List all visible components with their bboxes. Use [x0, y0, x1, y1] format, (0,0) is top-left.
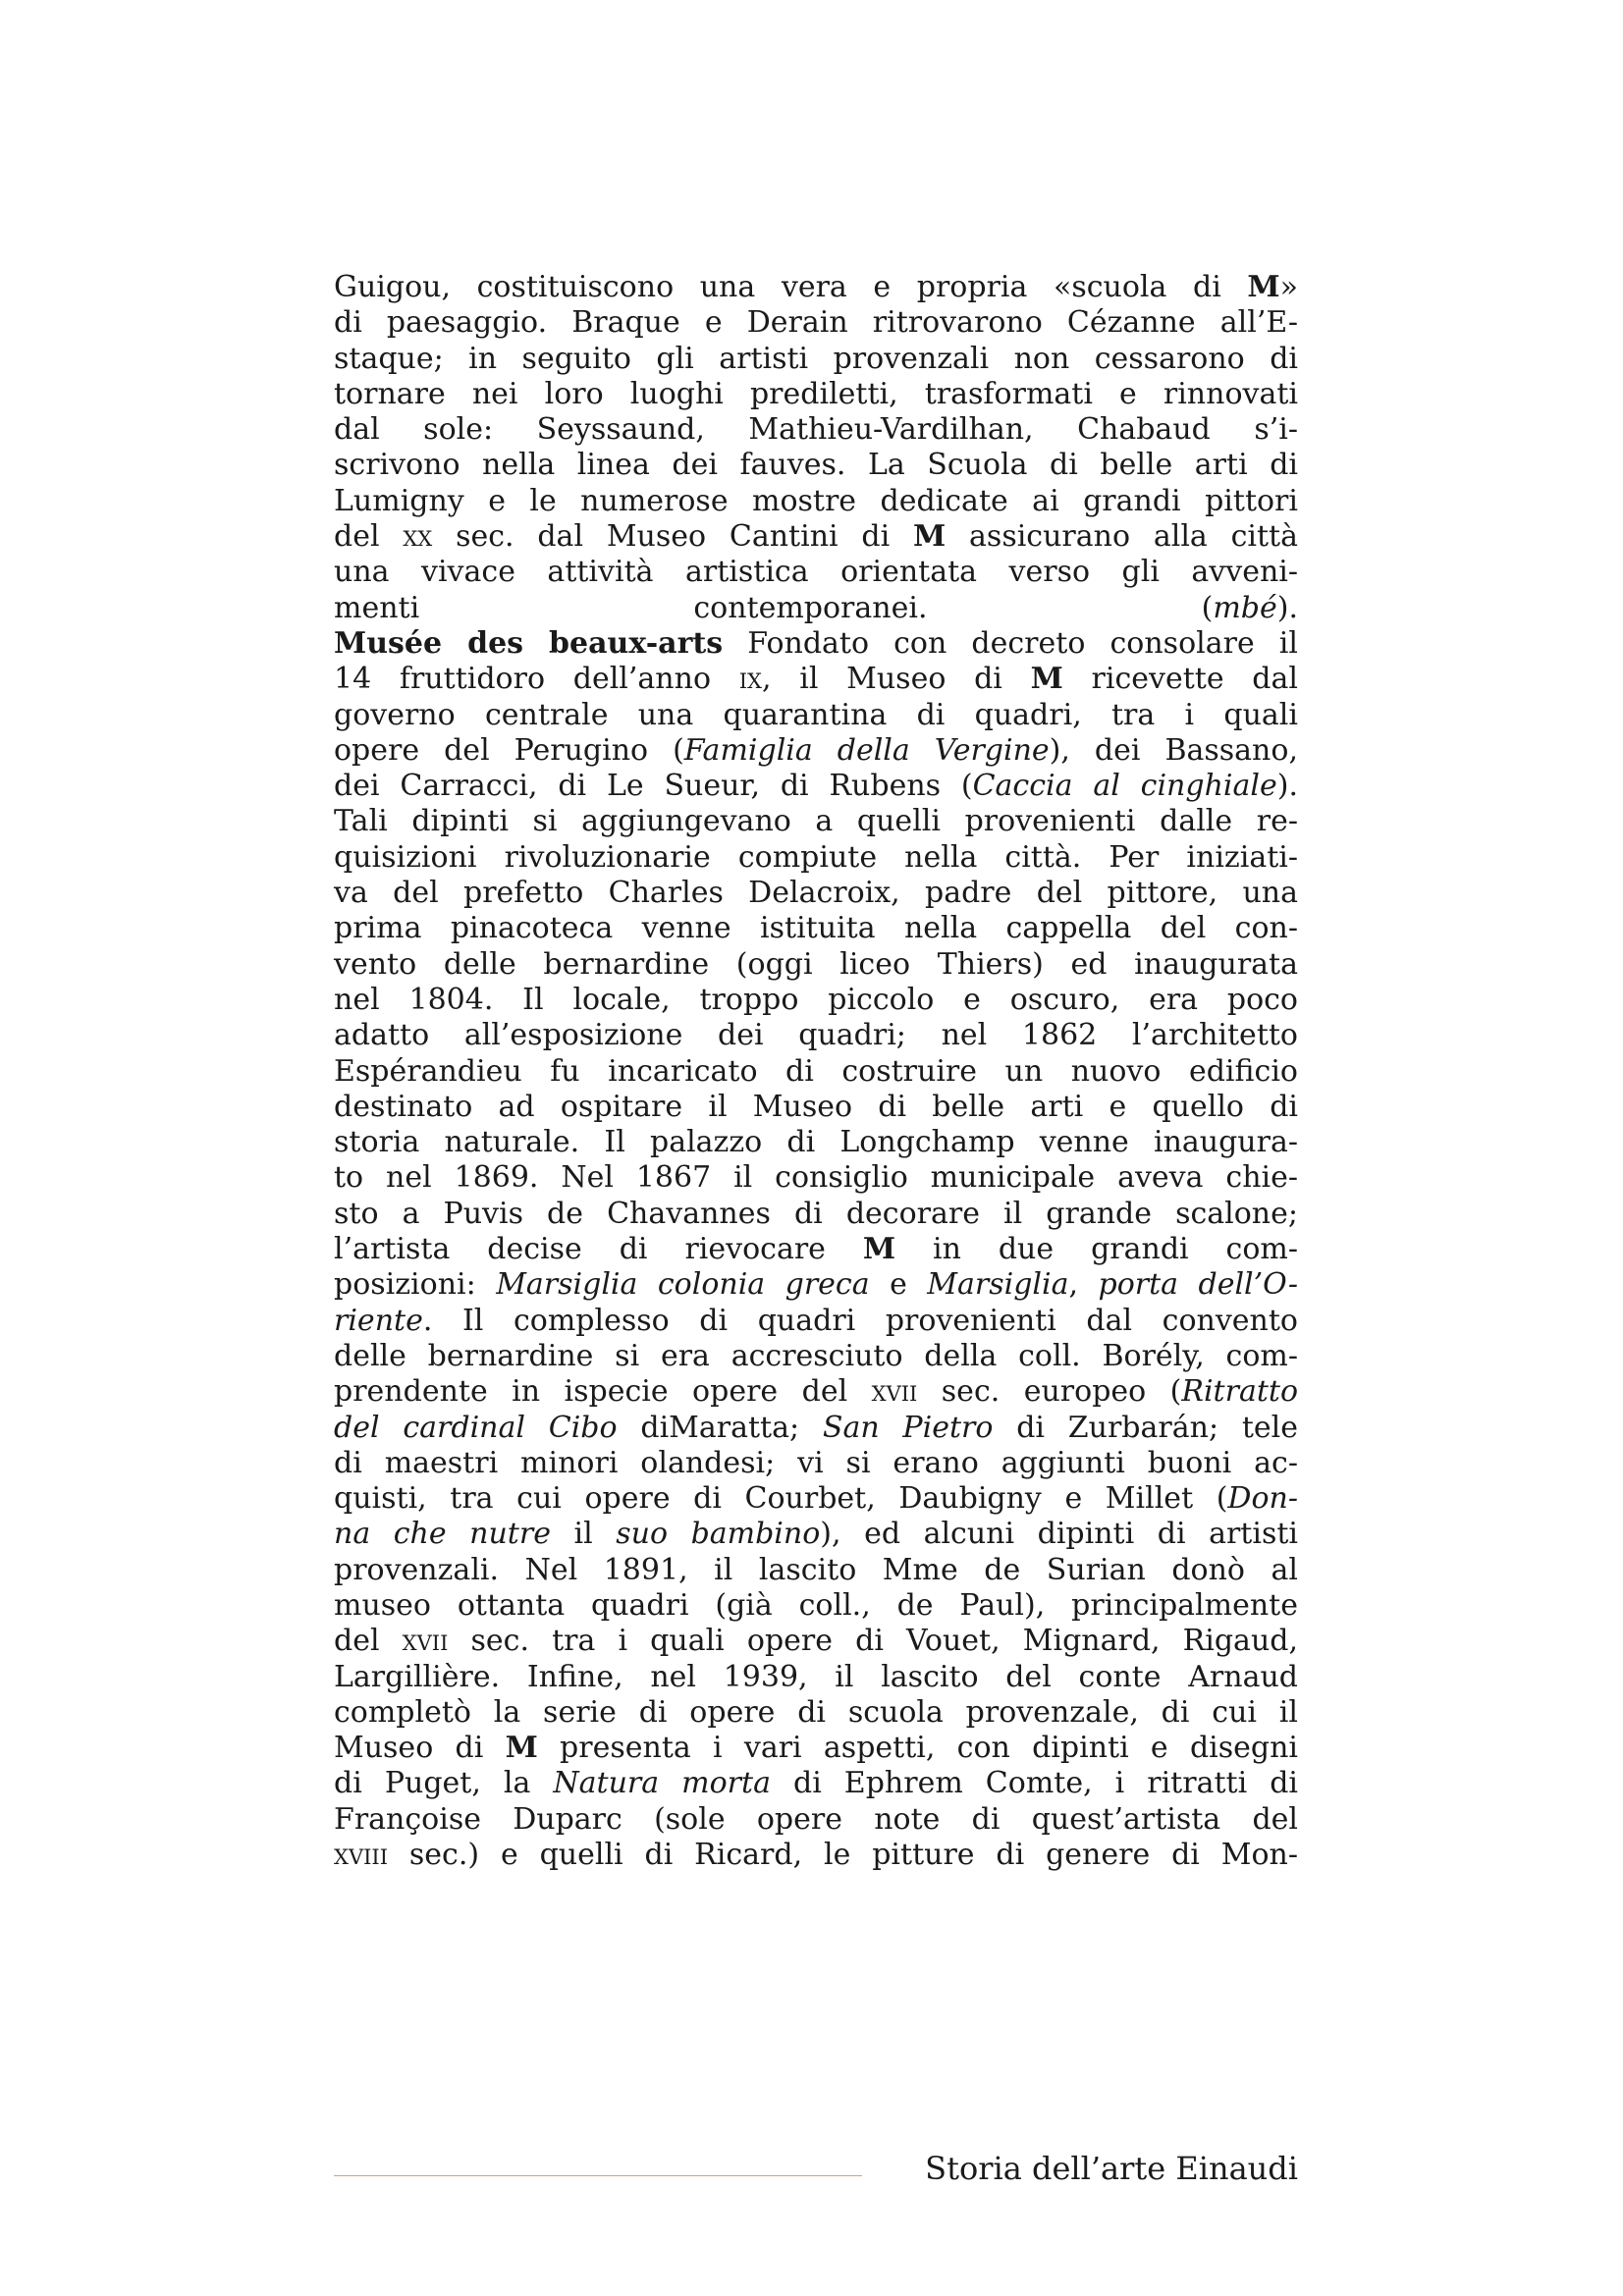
italic-run: na che nutre	[334, 1517, 551, 1552]
text-run: scrivono nella linea dei fauves. La Scuola di belle arti di	[334, 448, 1298, 483]
text-line	[334, 769, 1298, 804]
text-line	[334, 1090, 1298, 1125]
text-line	[334, 662, 1298, 697]
text-line	[334, 591, 1298, 626]
text-line	[334, 876, 1298, 911]
text-run: e	[869, 1267, 928, 1303]
text-line	[334, 1160, 1298, 1196]
italic-run: Famiglia della Vergine	[683, 732, 1050, 768]
body-text	[334, 270, 1298, 1873]
text-run: , il Museo di	[761, 662, 1031, 697]
bold-run: M	[862, 1232, 896, 1267]
text-line	[334, 1766, 1298, 1801]
text-run: ).	[1276, 590, 1298, 625]
text-line	[334, 305, 1298, 341]
smallcaps-run: ix	[738, 662, 762, 697]
text-run: sec. europeo (	[917, 1374, 1182, 1410]
italic-run: Natura morta	[553, 1766, 771, 1801]
text-run: di Zurbarán; tele	[993, 1410, 1298, 1445]
text-run: del	[334, 519, 404, 555]
text-run: assicurano alla città	[946, 519, 1298, 555]
text-run: di Ephrem Comte, i ritratti di	[770, 1766, 1298, 1801]
text-line	[334, 983, 1298, 1018]
text-line	[334, 1197, 1298, 1232]
text-line	[334, 1411, 1298, 1446]
text-run: adatto all’esposizione dei quadri; nel 1862 l’architetto	[334, 1018, 1298, 1053]
text-run: ricevette dal	[1062, 662, 1298, 697]
italic-run: Caccia al cinghiale	[972, 769, 1277, 804]
text-line	[334, 1731, 1298, 1766]
text-run: quisizioni rivoluzionarie compiute nella città. Per iniziati-	[334, 839, 1298, 875]
text-run: . Il complesso di quadri provenienti dal convento	[422, 1303, 1298, 1338]
italic-run: Marsiglia	[927, 1267, 1069, 1303]
text-run: una vivace attività artistica orientata verso gli avveni-	[334, 555, 1298, 590]
text-run: di Puget, la	[334, 1766, 554, 1801]
text-run: prendente in ispecie opere del	[334, 1374, 872, 1410]
text-run: posizioni:	[334, 1267, 497, 1303]
text-line	[334, 1018, 1298, 1053]
text-run: di maestri minori olandesi; vi si erano aggiunti buoni ac-	[334, 1445, 1298, 1480]
text-line	[334, 1125, 1298, 1160]
text-run: Fondato con decreto consolare il	[723, 625, 1298, 661]
text-run: opere del Perugino (	[334, 732, 684, 768]
text-run: »	[1279, 270, 1298, 304]
text-line	[334, 1267, 1298, 1303]
text-line	[334, 1517, 1298, 1552]
text-line	[334, 1446, 1298, 1481]
text-line	[334, 1374, 1298, 1410]
italic-run: porta dell’O-	[1098, 1267, 1299, 1303]
text-run: destinato ad ospitare il Museo di belle arti e quello di	[334, 1089, 1298, 1124]
text-line	[334, 1339, 1298, 1374]
text-run: sto a Puvis de Chavannes di decorare il grande scalone;	[334, 1196, 1298, 1231]
text-run: va del prefetto Charles Delacroix, padre del pittore, una	[334, 876, 1298, 911]
text-run: il	[550, 1517, 617, 1552]
text-line	[334, 1304, 1298, 1339]
text-run: nel 1804. Il locale, troppo piccolo e oscuro, era poco	[334, 982, 1298, 1017]
text-run: 14 fruttidoro dell’anno	[334, 662, 739, 697]
text-line	[334, 484, 1298, 519]
text-line	[334, 1588, 1298, 1624]
italic-run: San Pietro	[822, 1410, 994, 1445]
text-run: in due grandi com-	[895, 1232, 1298, 1267]
text-run: Tali dipinti si aggiungevano a quelli provenienti dalle re-	[334, 804, 1298, 839]
text-run: di paesaggio. Braque e Derain ritrovarono Cézanne all’E-	[334, 305, 1298, 341]
text-run: Museo di	[334, 1731, 506, 1766]
text-run: sec. tra i quali opere di Vouet, Mignard, Rigaud,	[448, 1624, 1299, 1659]
text-line	[334, 342, 1298, 377]
text-run: Largillière. Infine, nel 1939, il lascito del conte Arnaud	[334, 1659, 1298, 1694]
text-line	[334, 1802, 1298, 1838]
text-run: vento delle bernardine (oggi liceo Thiers) ed inaugurata	[334, 946, 1298, 982]
text-run: Espérandieu fu incaricato di costruire un nuovo edificio	[334, 1053, 1298, 1089]
text-line	[334, 1553, 1298, 1588]
text-run: prima pinacoteca venne istituita nella cappella del con-	[334, 911, 1298, 946]
text-run: storia naturale. Il palazzo di Longchamp venne inaugura-	[334, 1125, 1298, 1160]
text-line	[334, 1838, 1298, 1873]
bold-run: M	[505, 1731, 538, 1766]
text-run: quisti, tra cui opere di Courbet, Daubigny e Millet (	[334, 1481, 1228, 1517]
italic-run: riente	[334, 1303, 423, 1338]
text-line	[334, 947, 1298, 983]
text-run: delle bernardine si era accresciuto della coll. Borély, com-	[334, 1338, 1298, 1373]
text-line	[334, 1660, 1298, 1695]
text-line	[334, 733, 1298, 769]
text-line	[334, 1695, 1298, 1731]
text-run: Lumigny e le numerose mostre dedicate ai grandi pittori	[334, 483, 1298, 518]
bold-run: M	[1030, 662, 1063, 697]
text-run: museo ottanta quadri (già coll., de Paul), principalmente	[334, 1587, 1298, 1623]
text-run: ).	[1276, 769, 1298, 804]
text-line	[334, 448, 1298, 483]
text-run: Françoise Duparc (sole opere note di quest’artista del	[334, 1801, 1298, 1837]
smallcaps-run: xviii	[334, 1838, 389, 1873]
text-line	[334, 911, 1298, 946]
text-run: menti contemporanei. (	[334, 590, 1214, 625]
bold-run: M	[1247, 270, 1280, 304]
text-run: sec.) e quelli di Ricard, le pitture di genere di Mon-	[388, 1838, 1298, 1873]
text-line	[334, 804, 1298, 839]
text-line	[334, 1054, 1298, 1090]
text-run: staque; in seguito gli artisti provenzali non cessarono di	[334, 341, 1298, 376]
italic-run: suo bambino	[616, 1517, 821, 1552]
text-line	[334, 555, 1298, 590]
text-run: l’artista decise di rievocare	[334, 1232, 863, 1267]
text-line	[334, 519, 1298, 555]
text-run: ), ed alcuni dipinti di artisti	[820, 1517, 1299, 1552]
text-run: dei Carracci, di Le Sueur, di Rubens (	[334, 769, 973, 804]
text-run: sec. dal Museo Cantini di	[432, 519, 914, 555]
text-run: governo centrale una quarantina di quadri, tra i quali	[334, 697, 1298, 732]
text-run: Guigou, costituiscono una vera e propria «scuola di	[334, 270, 1248, 304]
bold-run: M	[913, 519, 947, 555]
text-line	[334, 626, 1298, 662]
text-line	[334, 270, 1298, 305]
text-line	[334, 698, 1298, 733]
text-line	[334, 377, 1298, 412]
italic-run: Ritratto	[1181, 1374, 1299, 1410]
text-run: dal sole: Seyssaund, Mathieu-Vardilhan, Chabaud s’i-	[334, 412, 1298, 448]
text-line	[334, 1232, 1298, 1267]
text-run: ), dei Bassano,	[1049, 732, 1298, 768]
text-line	[334, 1624, 1298, 1659]
text-run: del	[334, 1624, 403, 1659]
footer-rule	[334, 2175, 862, 2176]
text-run: presenta i vari aspetti, con dipinti e disegni	[537, 1731, 1299, 1766]
smallcaps-run: xvii	[871, 1374, 918, 1410]
italic-run: del cardinal Cibo	[334, 1410, 618, 1445]
text-run: provenzali. Nel 1891, il lascito Mme de Surian donò al	[334, 1552, 1298, 1587]
text-run: to nel 1869. Nel 1867 il consiglio municipale aveva chie-	[334, 1160, 1298, 1196]
bold-run: Musée des beaux-arts	[334, 625, 724, 661]
footer-title: Storia dell’arte Einaudi	[925, 2150, 1298, 2187]
text-run: tornare nei loro luoghi prediletti, trasformati e rinnovati	[334, 376, 1298, 411]
smallcaps-run: xvii	[402, 1624, 449, 1659]
text-line	[334, 412, 1298, 448]
text-run: ,	[1068, 1267, 1099, 1303]
italic-run: mbé	[1213, 590, 1277, 625]
smallcaps-run: xx	[403, 519, 433, 555]
text-run: diMaratta;	[617, 1410, 823, 1445]
text-run: completò la serie di opere di scuola provenzale, di cui il	[334, 1694, 1298, 1730]
text-line	[334, 1481, 1298, 1517]
text-line	[334, 840, 1298, 876]
italic-run: Marsiglia colonia greca	[496, 1267, 870, 1303]
italic-run: Don-	[1227, 1481, 1298, 1517]
